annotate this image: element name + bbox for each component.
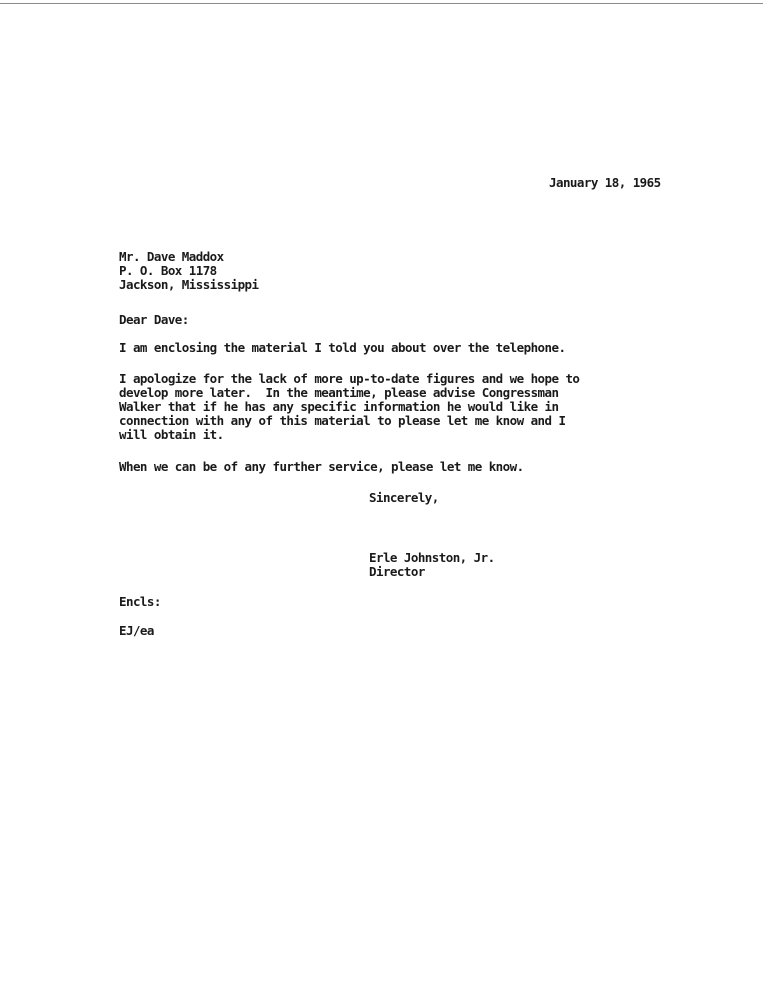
recipient-address-line-2: Jackson, Mississippi bbox=[119, 277, 259, 292]
paragraph-2-line: connection with any of this material to please let me know and I bbox=[119, 413, 566, 428]
page-top-edge bbox=[0, 3, 763, 4]
paragraph-2-line: develop more later. In the meantime, please advise Congressman bbox=[119, 385, 559, 400]
recipient-name: Mr. Dave Maddox bbox=[119, 249, 224, 264]
paragraph-2-line: will obtain it. bbox=[119, 427, 224, 442]
paragraph-3: When we can be of any further service, please let me know. bbox=[119, 459, 524, 474]
paragraph-1: I am enclosing the material I told you about over the telephone. bbox=[119, 340, 566, 355]
paragraph-2-line: Walker that if he has any specific information he would like in bbox=[119, 399, 559, 414]
recipient-address-line-1: P. O. Box 1178 bbox=[119, 263, 217, 278]
paragraph-2-line: I apologize for the lack of more up-to-date figures and we hope to bbox=[119, 371, 580, 386]
enclosures-notation: Encls: bbox=[119, 594, 161, 609]
signer-name: Erle Johnston, Jr. bbox=[369, 550, 495, 565]
closing: Sincerely, bbox=[369, 490, 439, 505]
reference-initials: EJ/ea bbox=[119, 623, 154, 638]
salutation: Dear Dave: bbox=[119, 312, 189, 327]
signer-title: Director bbox=[369, 564, 425, 579]
letter-date: January 18, 1965 bbox=[549, 175, 661, 190]
